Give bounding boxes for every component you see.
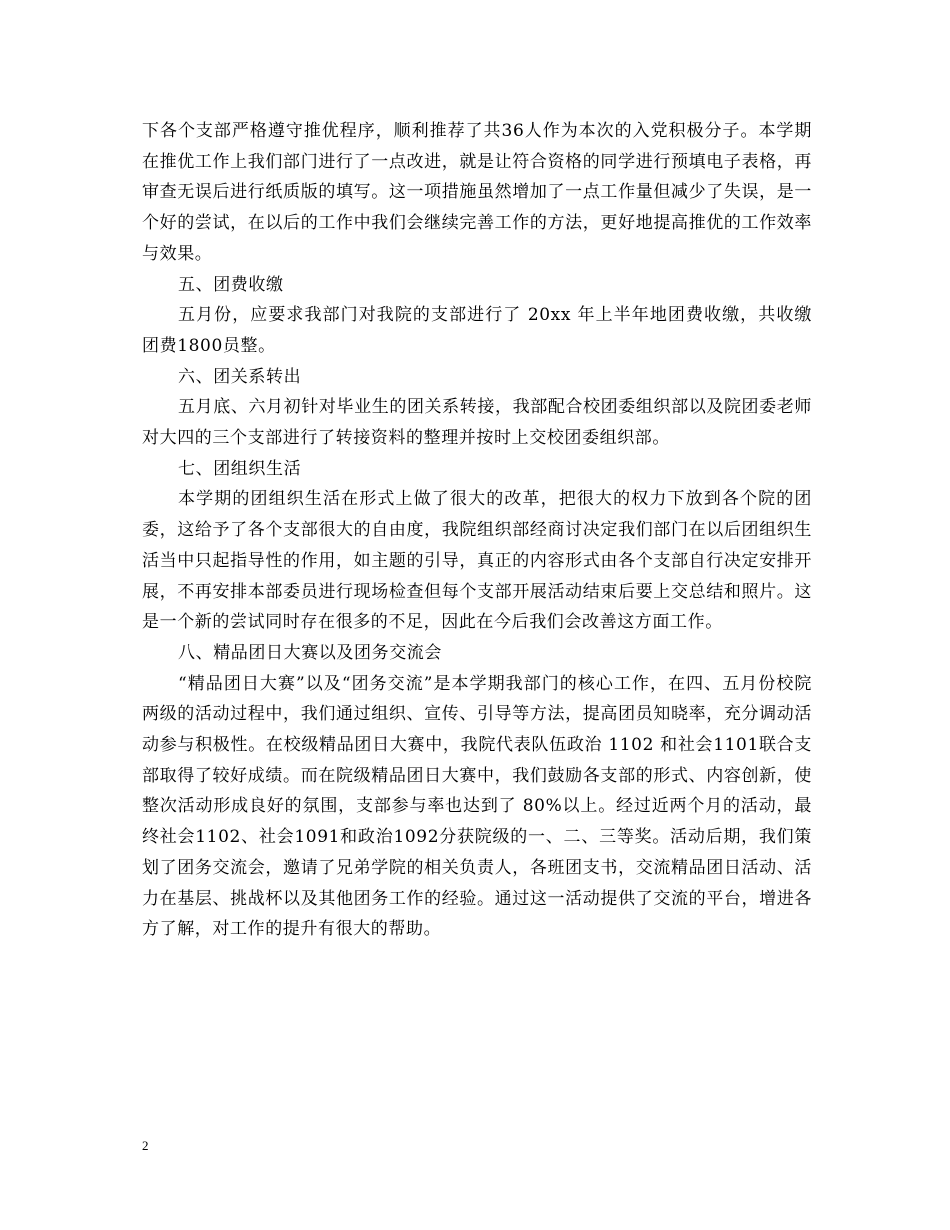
page-number: 2 — [142, 1138, 149, 1153]
paragraph-organization-life: 本学期的团组织生活在形式上做了很大的改革，把很大的权力下放到各个院的团委，这给予了各个支部很大的自由度，我院组织部经商讨决定我们部门在以后团组织生活当中只起指导性的作用，如主题的引导，真正的内容形式由各个支部自行决定安排开展，不再安排本部委员进行现场检查但每个支部开展活动结束后要上交总结和照片。这是一个新的尝试同时存在很多的不足，因此在今后我们会改善这方面工作。 — [142, 489, 812, 633]
heading-league-day-contest: 八、精品团日大赛以及团务交流会 — [178, 642, 442, 663]
heading-relation-transfer: 六、团关系转出 — [178, 366, 302, 387]
paragraph-relation-transfer: 五月底、六月初针对毕业生的团关系转接，我部配合校团委组织部以及院团委老师对大四的三个支部进行了转接资料的整理并按时上交校团委组织部。 — [142, 397, 812, 449]
document-body — [142, 116, 812, 945]
paragraph-league-fee: 五月份，应要求我部门对我院的支部进行了 20xx 年上半年地团费收缴，共收缴团费1800员整。 — [142, 305, 812, 356]
paragraph-league-day-contest: “精品团日大赛”以及“团务交流”是本学期我部门的核心工作，在四、五月份校院两级的活动过程中，我们通过组织、宣传、引导等方法，提高团员知晓率，充分调动活动参与积极性。在校级精品团日大赛中，我院代表队伍政治 1102 和社会1101联合支部取得了较好成绩。而在院级精品团日大赛中，我们鼓励各支部的形式、内容创新，使整次活动形成良好的氛围，支部参与率也达到了 80%以上。经过近两个月的活动，最终社会1102、社会1091和政治1092分获院级的一、二、三等奖。活动后期，我们策划了团务交流会，邀请了兄弟学院的相关负责人，各班团支书，交流精品团日活动、活力在基层、挑战杯以及其他团务工作的经验。通过这一活动提供了交流的平台，增进各方了解，对工作的提升有很大的帮助。 — [142, 673, 812, 940]
heading-league-fee: 五、团费收缴 — [178, 274, 284, 295]
heading-organization-life: 七、团组织生活 — [178, 458, 302, 479]
paragraph-recommendation: 下各个支部严格遵守推优程序，顺利推荐了共36人作为本次的入党积极分子。本学期在推优工作上我们部门进行了一点改进，就是让符合资格的同学进行预填电子表格，再审查无误后进行纸质版的填写。这一项措施虽然增加了一点工作量但减少了失误，是一个好的尝试，在以后的工作中我们会继续完善工作的方法，更好地提高推优的工作效率与效果。 — [142, 121, 812, 264]
